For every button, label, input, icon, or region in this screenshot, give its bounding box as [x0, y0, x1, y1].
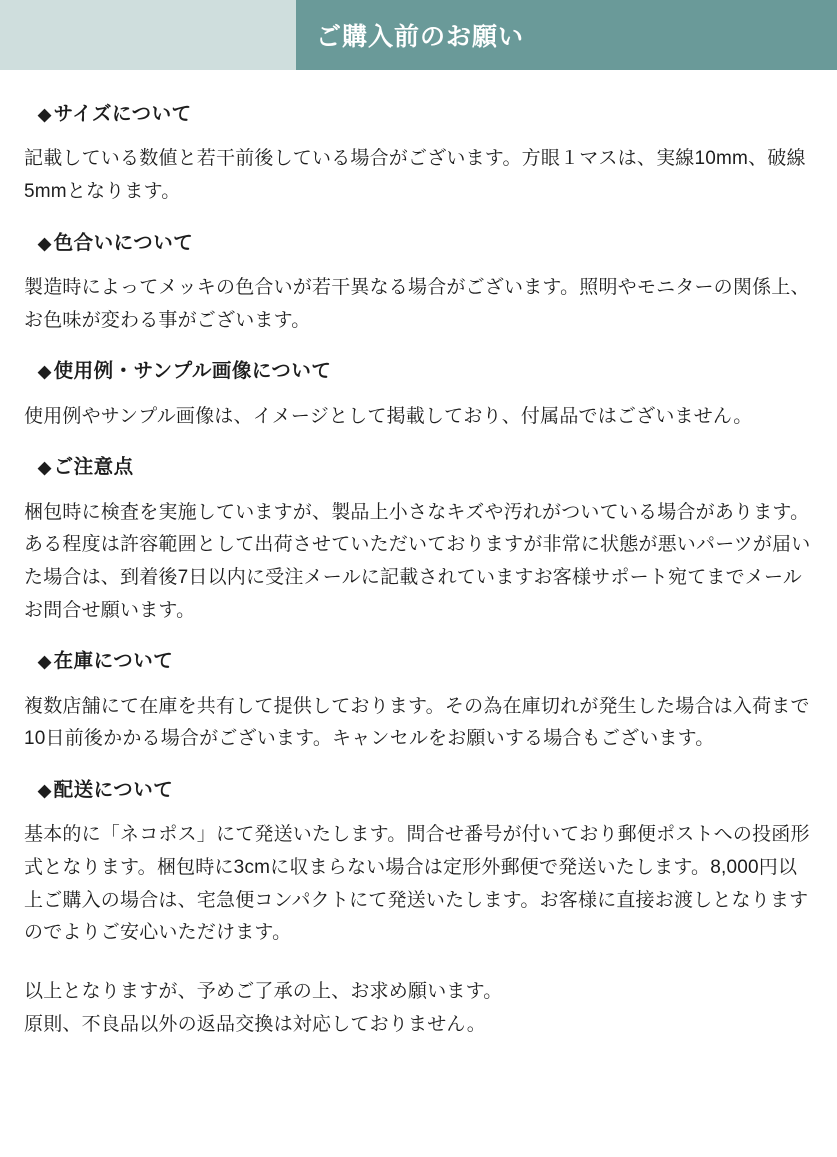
- section-body: 複数店舗にて在庫を共有して提供しております。その為在庫切れが発生した場合は入荷まで10日前後かかる場合がございます。キャンセルをお願いする場合もございます。: [24, 695, 810, 750]
- section-heading-text: ご注意点: [53, 456, 134, 479]
- page-title: ご購入前のお願い: [316, 23, 525, 51]
- section-heading-text: 配送について: [53, 779, 174, 802]
- notice-content: [0, 70, 837, 1041]
- section-heading: [24, 102, 813, 127]
- header-left-accent: [0, 0, 296, 70]
- section-body: 基本的に「ネコポス」にて発送いたします。問合せ番号が付いており郵便ポストへの投函形式となります。梱包時に3cmに収まらない場合は定形外郵便で発送いたします。8,000円以上ご購入の場合は、宅急便コンパクトにて発送いたします。お客様に直接お渡しとなりますのでよりご安心いただけます。: [24, 824, 810, 944]
- section-shipping: [24, 778, 813, 950]
- closing-line-2: 原則、不良品以外の返品交換は対応しておりません。: [24, 1013, 486, 1035]
- section-color: [24, 231, 813, 338]
- section-size: [24, 102, 813, 209]
- diamond-icon: ◆: [38, 362, 52, 382]
- diamond-icon: ◆: [38, 458, 52, 478]
- section-heading: [24, 455, 813, 480]
- section-heading-text: サイズについて: [53, 103, 192, 125]
- section-heading-text: 使用例・サンプル画像について: [53, 360, 332, 383]
- section-heading: [24, 359, 813, 384]
- diamond-icon: ◆: [38, 233, 52, 253]
- closing-note: [24, 976, 813, 1041]
- section-heading-text: 在庫について: [53, 650, 174, 673]
- section-heading: [24, 231, 813, 256]
- diamond-icon: ◆: [38, 781, 52, 801]
- section-heading: [24, 778, 813, 803]
- section-body: 記載している数値と若干前後している場合がございます。方眼１マスは、実線10mm、破線5mmとなります。: [24, 148, 806, 203]
- section-heading: [24, 649, 813, 674]
- section-stock: [24, 649, 813, 756]
- diamond-icon: ◆: [38, 652, 52, 672]
- section-cautions: [24, 455, 813, 627]
- section-body: 使用例やサンプル画像は、イメージとして掲載しており、付属品ではございません。: [24, 405, 753, 427]
- section-sample-images: [24, 359, 813, 433]
- section-heading-text: 色合いについて: [53, 231, 194, 254]
- header-title-box: [296, 0, 837, 70]
- closing-line-1: 以上となりますが、予めご了承の上、お求め願います。: [24, 981, 503, 1003]
- page-header: [0, 0, 837, 70]
- section-body: 製造時によってメッキの色合いが若干異なる場合がございます。照明やモニターの関係上、お色味が変わる事がございます。: [24, 277, 810, 331]
- section-body: 梱包時に検査を実施していますが、製品上小さなキズや汚れがついている場合があります。ある程度は許容範囲として出荷させていただいておりますが非常に状態が悪いパーツが届いた場合は、到着後7日以内に受注メールに記載されていますお客様サポート宛てまでメールお問合せ願います。: [24, 501, 811, 621]
- diamond-icon: ◆: [38, 105, 52, 124]
